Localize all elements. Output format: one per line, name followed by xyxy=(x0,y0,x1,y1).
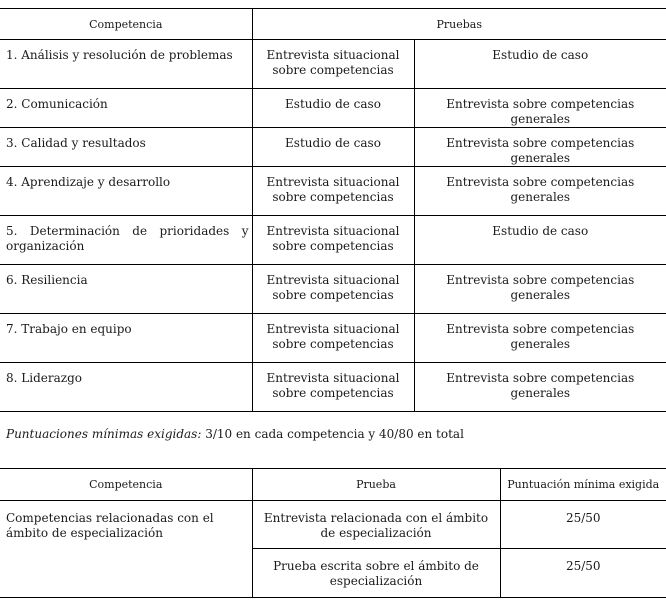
minimum-scores-label: Puntuaciones mínimas exigidas: xyxy=(6,427,202,441)
header-competencia: Competencia xyxy=(0,469,252,501)
table-row xyxy=(0,363,666,412)
prueba-2-cell: Entrevista sobre competencias generales xyxy=(414,89,666,128)
prueba-1-cell: Entrevista situacional sobre competencias xyxy=(252,167,414,216)
prueba-2-cell: Entrevista sobre competencias generales xyxy=(414,314,666,363)
table-row xyxy=(0,216,666,265)
prueba-2-cell: Estudio de caso xyxy=(414,40,666,89)
competencia-cell: 3. Calidad y resultados xyxy=(0,128,252,167)
prueba-2-cell: Entrevista sobre competencias generales xyxy=(414,265,666,314)
table-row xyxy=(0,167,666,216)
table-row xyxy=(0,265,666,314)
competencia-cell: 5. Determinación de prioridades y organización xyxy=(0,216,252,265)
table-row xyxy=(0,40,666,89)
competencia-cell: 4. Aprendizaje y desarrollo xyxy=(0,167,252,216)
prueba-2-cell: Entrevista sobre competencias generales xyxy=(414,363,666,412)
competencia-cell: 8. Liderazgo xyxy=(6,371,82,385)
prueba-1-cell: Entrevista situacional sobre competencias xyxy=(252,40,414,89)
table-row xyxy=(0,89,666,128)
prueba-2-cell: Entrevista sobre competencias generales xyxy=(414,128,666,167)
minimum-scores-text: 3/10 en cada competencia y 40/80 en total xyxy=(201,427,464,441)
competencia-cell: 1. Análisis y resolución de problemas xyxy=(0,40,252,89)
prueba-1-cell: Entrevista situacional sobre competencias xyxy=(252,265,414,314)
table-row xyxy=(0,314,666,363)
competencia-cell: 2. Comunicación xyxy=(0,89,252,128)
competencia-cell: 7. Trabajo en equipo xyxy=(0,314,252,363)
especializacion-table xyxy=(0,468,666,598)
puntuacion-cell: 25/50 xyxy=(500,501,666,549)
prueba-1-cell: Estudio de caso xyxy=(252,89,414,128)
prueba-1-cell: Entrevista situacional sobre competencias xyxy=(252,314,414,363)
table-row xyxy=(0,501,666,549)
header-pruebas: Pruebas xyxy=(252,9,666,40)
prueba-cell: Prueba escrita sobre el ámbito de especialización xyxy=(252,549,500,598)
prueba-cell: Entrevista relacionada con el ámbito de especialización xyxy=(252,501,500,549)
competencia-cell: 6. Resiliencia xyxy=(0,265,252,314)
header-puntuacion-minima: Puntuación mínima exigida xyxy=(500,469,666,501)
table-header-row xyxy=(0,9,666,40)
competencia-cell: Competencias relacionadas con el ámbito de especialización xyxy=(6,511,214,540)
prueba-1-cell: Entrevista situacional sobre competencias xyxy=(252,216,414,265)
prueba-1-cell: Estudio de caso xyxy=(252,128,414,167)
prueba-1-cell: Entrevista situacional sobre competencias xyxy=(252,363,414,412)
header-competencia: Competencia xyxy=(0,9,252,40)
minimum-scores-note xyxy=(6,427,464,441)
header-prueba: Prueba xyxy=(252,469,500,501)
prueba-2-cell: Estudio de caso xyxy=(414,216,666,265)
prueba-2-cell: Entrevista sobre competencias generales xyxy=(414,167,666,216)
table-header-row xyxy=(0,469,666,501)
puntuacion-cell: 25/50 xyxy=(500,549,666,598)
table-row xyxy=(0,128,666,167)
competencias-pruebas-table xyxy=(0,8,666,412)
